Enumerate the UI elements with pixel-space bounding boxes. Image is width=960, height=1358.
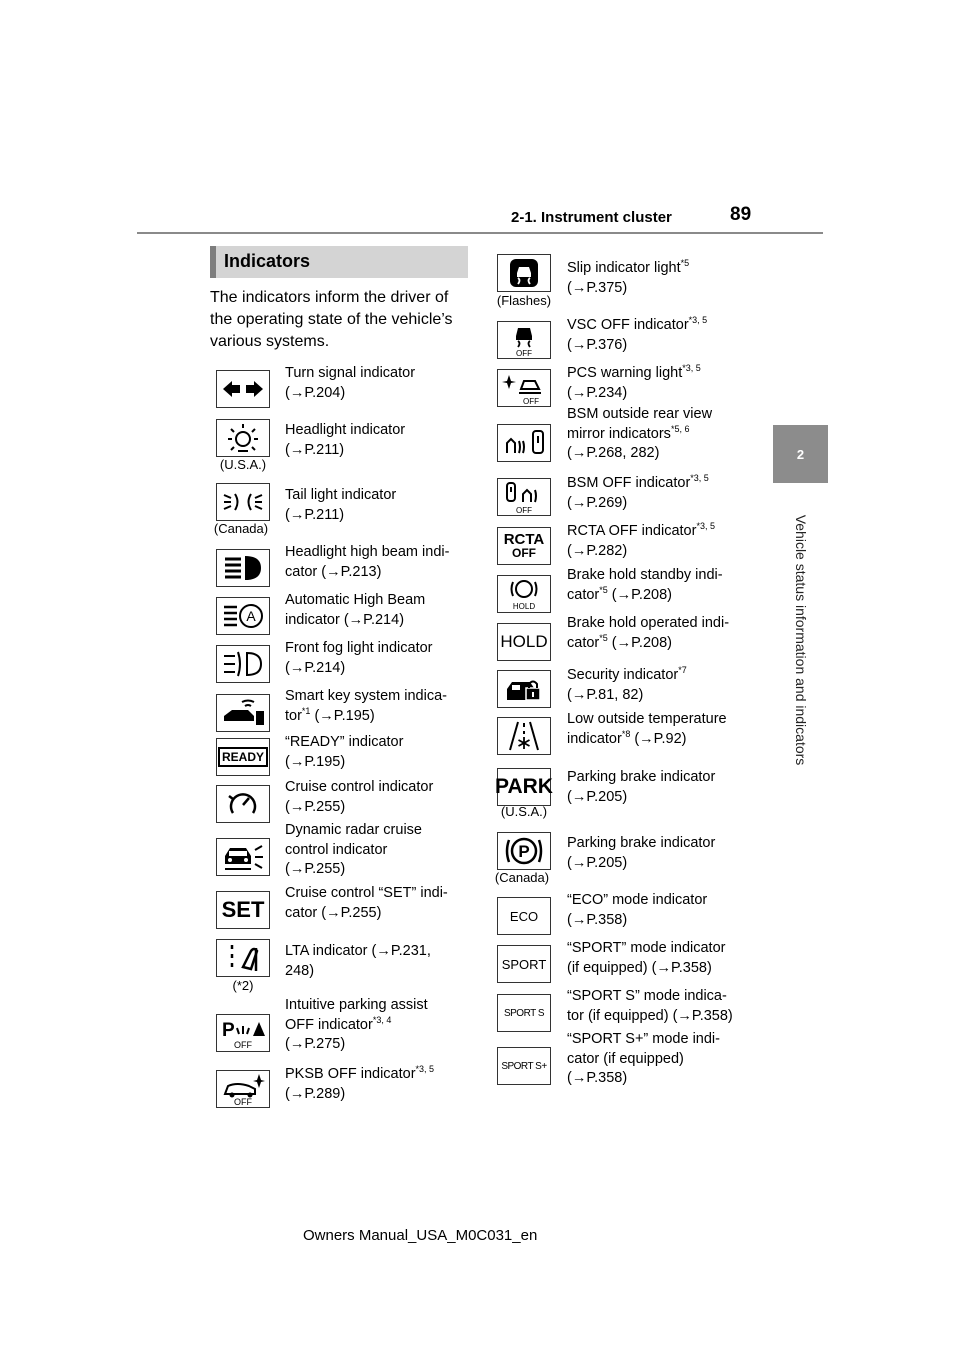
page-ref: (→P.268, 282) [567,445,660,461]
indicator-name: PKSB OFF indicator [285,1066,416,1082]
page-ref: (→P.255) [285,861,346,877]
brake-hold-operated-icon [497,623,551,661]
page-ref: (→P.81, 82) [567,686,644,703]
rcta-off-icon [497,527,551,565]
indicator-name: Parking brake indicator [567,769,716,785]
indicator-name: Headlight indicator [285,422,406,438]
indicator-name: Smart key system indica- [285,688,447,704]
indicator-name: Brake hold operated indi- [567,615,730,631]
rcta-glyph: RCTA [503,531,545,548]
indicator-name: “SPORT S” mode indica- [567,988,727,1004]
page-number: 89 [730,204,752,225]
indicator-name: “SPORT” mode indicator [567,940,726,956]
indicator-name-cont: cator [567,586,600,603]
chapter-tab: 2 [773,425,828,483]
front-fog-icon [216,645,270,683]
page-ref: (→P.234) [567,384,628,401]
footer-doc-id: Owners Manual_USA_M0C031_en [303,1227,538,1244]
sport-s-plus-glyph: SPORT S+ [501,1060,547,1072]
sport-s-plus-mode-icon [497,1047,551,1085]
region-note: (Canada) [494,870,550,885]
page-ref: (→P.205) [567,788,628,805]
off-glyph: OFF [516,506,532,514]
page-ref: (→P.208) [607,586,672,603]
footnote-note: (*2) [232,978,254,993]
indicator-name: Headlight high beam indi- [285,544,450,560]
indicator-name: LTA indicator (→P.231, [285,943,431,959]
sport-glyph: SPORT [501,956,547,972]
page-ref: (→P.275) [285,1036,346,1052]
region-note: (Canada) [213,521,269,536]
pcs-warning-icon [497,369,551,407]
page-ref: (→P.195) [310,707,375,724]
page-ref: (→P.205) [567,854,628,871]
cruise-set-icon [216,891,270,929]
ready-icon [216,738,270,776]
header-divider [137,232,823,234]
headlight-icon [216,419,270,457]
indicator-name-cont: OFF indicator [285,1016,373,1033]
turn-signal-icon [216,370,270,408]
set-glyph: SET [221,897,265,922]
eco-glyph: ECO [509,908,539,924]
indicator-name: “ECO” mode indicator [567,892,708,908]
footnote-mark: *8 [621,728,631,739]
bsm-off-icon [497,478,551,516]
footnote-mark: *5 [680,258,690,269]
svg-text:P: P [222,1020,235,1041]
hold-glyph: HOLD [512,602,536,611]
region-note: (U.S.A.) [219,457,267,472]
svg-text:P: P [518,842,530,861]
auto-high-beam-icon [216,597,270,635]
page-ref: indicator (→P.214) [285,611,405,628]
indicator-name: Dynamic radar cruise [285,822,422,838]
indicator-name: VSC OFF indicator [567,317,689,333]
footnote-mark: *5, 6 [670,423,690,434]
intro-paragraph: The indicators inform the driver of the operating state of the vehicle’s various systems. [210,289,453,350]
indicator-name: Cruise control “SET” indi- [285,885,448,901]
page-ref: (→P.195) [285,753,346,770]
page-ref: (if equipped) (→P.358) [567,959,712,976]
chapter-title: Vehicle status information and indicators [793,514,809,766]
sport-s-glyph: SPORT S [503,1007,545,1019]
footnote-mark: *3, 5 [415,1064,435,1075]
indicator-name-cont: tor [285,707,302,724]
security-icon [497,670,551,708]
page-ref: (→P.211) [285,441,345,458]
off-glyph: OFF [234,1097,252,1106]
indicator-name: Automatic High Beam [285,592,426,608]
off-glyph: OFF [234,1040,252,1050]
footnote-mark: *3, 4 [372,1014,392,1025]
indicator-name-cont: indicator [567,730,622,747]
footnote-mark: *3, 5 [696,521,715,532]
page-ref: (→P.358) [567,911,628,928]
footnote-mark: *3, 5 [690,473,709,484]
brake-hold-standby-icon [497,575,551,613]
park-brake-canada-icon [497,832,551,870]
indicator-name: Turn signal indicator [285,365,416,381]
flash-note: (Flashes) [496,293,552,308]
page-ref: (→P.358) [567,1070,628,1086]
page-ref: (→P.211) [285,506,345,523]
indicator-name: Slip indicator light [567,260,681,276]
indicator-name: Intuitive parking assist [285,997,428,1013]
page-ref: (→P.255) [285,798,346,815]
indicator-name: Brake hold standby indi- [567,567,723,583]
park-brake-usa-icon [497,768,551,806]
indicator-name: Cruise control indicator [285,779,434,795]
vsc-off-icon [497,321,551,359]
parking-assist-off-icon [216,1014,270,1052]
page-ref: (→P.376) [567,336,628,353]
tail-light-icon [216,483,270,521]
page-ref: (→P.375) [567,279,628,296]
footnote-mark: *5 [599,632,608,643]
footnote-mark: *3, 5 [688,315,708,326]
page-ref: (→P.92) [630,730,687,747]
indicator-name-cont: control indicator [285,841,388,858]
indicator-name: “READY” indicator [285,734,404,750]
indicator-name: BSM outside rear view [567,406,713,422]
page-ref: (→P.282) [567,542,628,559]
sport-s-mode-icon [497,994,551,1032]
footnote-mark: *5 [599,584,608,595]
high-beam-icon [216,549,270,587]
pksb-off-icon [216,1070,270,1108]
page-ref: (→P.289) [285,1085,346,1102]
page-ref: 248) [285,962,315,979]
eco-mode-icon [497,897,551,935]
indicator-name: Low outside temperature [567,711,727,727]
cruise-control-icon [216,785,270,823]
page-ref: cator (→P.213) [285,563,382,580]
off-glyph: OFF [523,397,539,405]
hold-glyph: HOLD [500,632,548,651]
page-ref: tor (if equipped) (→P.358) [567,1007,733,1024]
indicator-name: “SPORT S+” mode indi- [567,1031,720,1047]
page-ref: cator (→P.255) [285,904,382,921]
off-glyph: OFF [512,546,536,560]
smart-key-icon [216,694,270,732]
page-ref: (→P.269) [567,494,628,511]
page-ref: (→P.208) [607,634,672,651]
sport-mode-icon [497,945,551,983]
indicator-name: Tail light indicator [285,487,397,503]
svg-text:A: A [246,608,256,624]
slip-indicator-icon [497,254,551,292]
footnote-mark: *3, 5 [682,363,701,374]
lta-icon [216,939,270,977]
park-glyph: PARK [495,775,553,798]
indicator-name: Parking brake indicator [567,835,716,851]
footnote-mark: *7 [678,665,687,676]
indicator-name: Security indicator [567,667,679,683]
off-glyph: OFF [516,349,532,357]
region-note: (U.S.A.) [500,804,548,819]
indicator-name: PCS warning light [567,365,683,381]
indicator-name: BSM OFF indicator [567,475,691,491]
radar-cruise-icon [216,838,270,876]
ready-glyph: READY [218,747,268,767]
page-ref: (→P.214) [285,659,346,676]
indicator-name-cont: mirror indicators [567,425,671,442]
indicator-name: RCTA OFF indicator [567,523,697,539]
section-title: Indicators [210,246,468,278]
low-temp-icon [497,717,551,755]
page-ref: (→P.204) [285,384,346,401]
indicator-name-cont: cator (if equipped) [567,1050,684,1067]
bsm-mirror-icon [497,424,551,462]
indicator-name-cont: cator [567,634,600,651]
section-heading: 2-1. Instrument cluster [511,209,672,226]
footnote-mark: *1 [301,705,311,716]
indicator-name: Front fog light indicator [285,640,433,656]
